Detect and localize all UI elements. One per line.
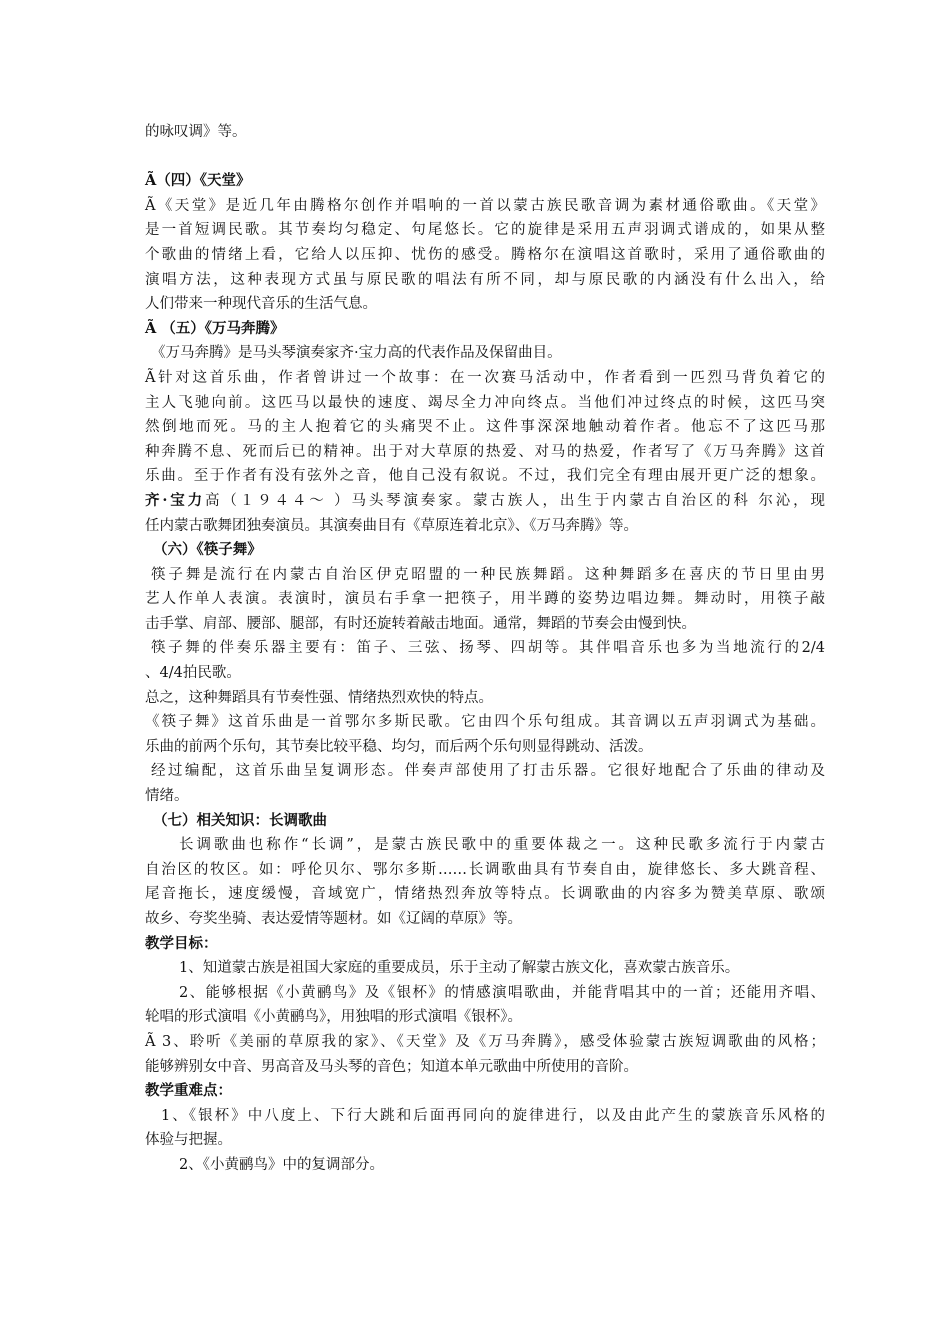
paragraph-line: 故乡、夸奖坐骑、表达爱情等题材。如《辽阔的草原》等。 bbox=[145, 911, 522, 927]
paragraph-line: 种奔腾不息、死而后已的精神。出于对大草原的热爱、对马的热爱，作者写了《万马奔腾》这首 bbox=[145, 443, 825, 460]
paragraph-line: 体验与把握。 bbox=[145, 1132, 232, 1149]
bold-name: 齐·宝力 bbox=[145, 491, 206, 509]
paragraph-line: 2、《小黄鹂鸟》中的复调部分。 bbox=[179, 1156, 384, 1173]
blank-line bbox=[145, 145, 825, 170]
paragraph-line: 轮唱的形式演唱《小黄鹂鸟》，用独唱的形式演唱《银杯》。 bbox=[145, 1009, 522, 1026]
paragraph-line: 总之，这种舞蹈具有节奏性强、情绪热烈欢快的特点。 bbox=[145, 689, 493, 706]
paragraph-line: 任内蒙古歌舞团独奏演员。其演奏曲目有《草原连着北京》、《万马奔腾》等。 bbox=[145, 517, 638, 534]
section-heading: Ã （五）《万马奔腾》 bbox=[145, 319, 285, 337]
paragraph-line: 击手掌、肩部、腰部、腿部，有时还旋转着敲击地面。通常，舞蹈的节奏会由慢到快。 bbox=[145, 615, 696, 632]
paragraph-line: 情绪。 bbox=[145, 788, 189, 805]
paragraph-line: 2、能够根据《小黄鹂鸟》及《银杯》的情感演唱歌曲，并能背唱其中的一首；还能用齐唱、 bbox=[179, 984, 825, 1001]
paragraph-line: 主人飞驰向前。这匹马以最快的速度、竭尽全力冲向终点。当他们冲过终点的时候，这匹马突 bbox=[145, 394, 825, 411]
paragraph-line: Ã针对这首乐曲，作者曾讲过一个故事：在一次赛马活动中，作者看到一匹烈马背负着它的 bbox=[145, 369, 825, 386]
paragraph-line: 然倒地而死。马的主人抱着它的头痛哭不止。这件事深深地触动着作者。他忘不了这匹马那 bbox=[145, 419, 825, 436]
paragraph-line: 人们带来一种现代音乐的生活气息。 bbox=[145, 296, 377, 313]
section-heading: （七）相关知识：长调歌曲 bbox=[153, 811, 327, 829]
paragraph-line: 尾音拖长，速度缓慢，音域宽广，情绪热烈奔放等特点。长调歌曲的内容多为赞美草原、歌颂 bbox=[145, 886, 825, 903]
paragraph-line bbox=[145, 489, 825, 514]
paragraph-line: 《筷子舞》这首乐曲是一首鄂尔多斯民歌。它由四个乐句组成。其音调以五声羽调式为基础。 bbox=[145, 714, 825, 731]
paragraph-line: 是一首短调民歌。其节奏均匀稳定、句尾悠长。它的旋律是采用五声羽调式谱成的，如果从整 bbox=[145, 222, 825, 239]
section-heading: （六）《筷子舞》 bbox=[153, 541, 262, 559]
paragraph-line: 筷子舞的伴奏乐器主要有：笛子、三弦、扬琴、四胡等。其伴唱音乐也多为当地流行的2/4 bbox=[151, 640, 825, 657]
paragraph-line: 的咏叹调》等。 bbox=[145, 124, 247, 140]
section-heading: 教学重难点： bbox=[145, 1082, 232, 1100]
paragraph-line: 1、知道蒙古族是祖国大家庭的重要成员，乐于主动了解蒙古族文化，喜欢蒙古族音乐。 bbox=[179, 960, 740, 977]
paragraph-line: 艺人作单人表演。表演时，演员右手拿一把筷子，用半蹲的姿势边唱边舞。舞动时，用筷子敲 bbox=[145, 591, 825, 608]
section-heading: 教学目标： bbox=[145, 934, 218, 952]
paragraph-line: 自治区的牧区。如：呼伦贝尔、鄂尔多斯……长调歌曲具有节奏自由，旋律悠长、多大跳音程、 bbox=[145, 861, 825, 878]
paragraph-line: 乐曲的前两个乐句，其节奏比较平稳、均匀，而后两个乐句则显得跳动、活泼。 bbox=[145, 738, 653, 755]
section-heading: Ã（四）《天堂》 bbox=[145, 172, 251, 190]
paragraph-line: 《万马奔腾》是马头琴演奏家齐·宝力高的代表作品及保留曲目。 bbox=[151, 345, 562, 362]
paragraph-line: 演唱方法，这种表现方式虽与原民歌的唱法有所不同，却与原民歌的内涵没有什么出入，给 bbox=[145, 271, 825, 288]
paragraph-line: Ã 3、聆听《美丽的草原我的家》、《天堂》及《万马奔腾》，感受体验蒙古族短调歌曲的风格； bbox=[145, 1033, 825, 1050]
paragraph-line: 个歌曲的情绪上看，它给人以压抑、忧伤的感受。腾格尔在演唱这首歌时，采用了通俗歌曲的 bbox=[145, 246, 825, 263]
paragraph-line: 乐曲。至于作者有没有弦外之音，他自己没有叙说。不过，我们完全有理由展开更广泛的想象。 bbox=[145, 468, 825, 485]
line-rest: 高（１９４４～ ）马头琴演奏家。蒙古族人，出生于内蒙古自治区的科 尔沁，现 bbox=[205, 492, 825, 509]
document-page bbox=[145, 120, 825, 1178]
paragraph-line: 能够辨别女中音、男高音及马头琴的音色；知道本单元歌曲中所使用的音阶。 bbox=[145, 1058, 638, 1075]
paragraph-line: Ã《天堂》是近几年由腾格尔创作并唱响的一首以蒙古族民歌音调为素材通俗歌曲。《天堂》 bbox=[145, 197, 825, 214]
paragraph-line: 筷子舞是流行在内蒙古自治区伊克昭盟的一种民族舞蹈。这种舞蹈多在喜庆的节日里由男 bbox=[151, 566, 825, 583]
paragraph-line: 长调歌曲也称作“长调”，是蒙古族民歌中的重要体裁之一。这种民歌多流行于内蒙古 bbox=[179, 837, 825, 854]
paragraph-line: 1、《银杯》中八度上、下行大跳和后面再同向的旋律进行，以及由此产生的蒙族音乐风格的 bbox=[161, 1107, 825, 1124]
paragraph-line: 、4/4拍民歌。 bbox=[145, 665, 241, 682]
paragraph-line: 经过编配，这首乐曲呈复调形态。伴奏声部使用了打击乐器。它很好地配合了乐曲的律动及 bbox=[151, 763, 825, 780]
